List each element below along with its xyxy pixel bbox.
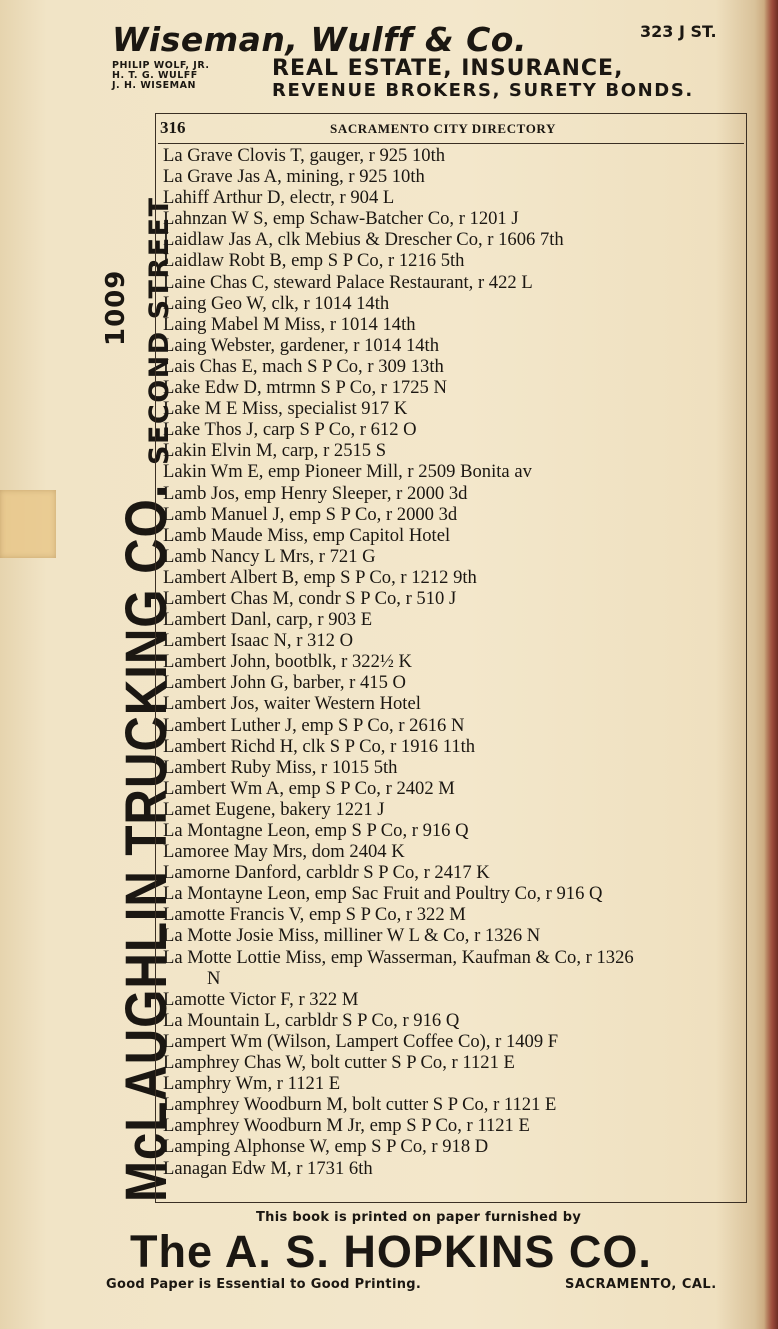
directory-entry: N bbox=[207, 967, 221, 989]
partner-name: PHILIP WOLF, JR. bbox=[112, 60, 210, 71]
footer-brand: The A. S. HOPKINS CO. bbox=[130, 1226, 652, 1277]
directory-entry: Lamb Manuel J, emp S P Co, r 2000 3d bbox=[163, 503, 458, 525]
header-services-line-2: REVENUE BROKERS, SURETY BONDS. bbox=[272, 80, 694, 101]
directory-entry: Lakin Elvin M, carp, r 2515 S bbox=[163, 440, 387, 462]
page-number: 316 bbox=[160, 118, 186, 137]
directory-entries bbox=[163, 145, 748, 1179]
directory-entry: Lake M E Miss, specialist 917 K bbox=[163, 398, 408, 420]
directory-title: SACRAMENTO CITY DIRECTORY bbox=[330, 121, 556, 136]
directory-entry: Lahiff Arthur D, electr, r 904 L bbox=[163, 187, 395, 209]
directory-entry: Lamb Jos, emp Henry Sleeper, r 2000 3d bbox=[163, 482, 468, 504]
directory-entry: Lamphrey Chas W, bolt cutter S P Co, r 1121 E bbox=[163, 1052, 515, 1074]
directory-entry: Lamb Maude Miss, emp Capitol Hotel bbox=[163, 524, 451, 546]
footer-slogan: Good Paper is Essential to Good Printing. bbox=[106, 1277, 422, 1292]
directory-entry: Laing Webster, gardener, r 1014 14th bbox=[163, 334, 440, 356]
directory-entry: La Mountain L, carbldr S P Co, r 916 Q bbox=[163, 1009, 460, 1031]
directory-entry: Lake Thos J, carp S P Co, r 612 O bbox=[163, 419, 417, 441]
directory-entry: Lambert Ruby Miss, r 1015 5th bbox=[163, 756, 398, 778]
directory-entry: Lamoree May Mrs, dom 2404 K bbox=[163, 841, 405, 863]
partner-name: J. H. WISEMAN bbox=[112, 80, 196, 91]
directory-entry: Lamphrey Woodburn M, bolt cutter S P Co, r 1121 E bbox=[163, 1094, 557, 1116]
directory-entry: Lambert Chas M, condr S P Co, r 510 J bbox=[163, 587, 457, 609]
header-partners bbox=[112, 61, 262, 91]
directory-entry: La Grave Jas A, mining, r 925 10th bbox=[163, 166, 425, 188]
directory-entry: Lambert Jos, waiter Western Hotel bbox=[163, 693, 421, 715]
directory-entry: Lamorne Danford, carbldr S P Co, r 2417 K bbox=[163, 862, 490, 884]
side-banner-street: SECOND STREET bbox=[144, 196, 175, 465]
directory-entry: Lampert Wm (Wilson, Lampert Coffee Co), r 1409 F bbox=[163, 1030, 559, 1052]
side-banner-number: 1009 bbox=[101, 269, 131, 346]
directory-entry: La Motte Lottie Miss, emp Wasserman, Kaufman & Co, r 1326 bbox=[163, 946, 634, 968]
header-address: 323 J ST. bbox=[640, 22, 717, 41]
directory-entry: La Motte Josie Miss, milliner W L & Co, r 1326 N bbox=[163, 925, 541, 947]
header-rule bbox=[158, 143, 744, 144]
header-services-line-1: REAL ESTATE, INSURANCE, bbox=[272, 56, 624, 81]
directory-entry: Lahnzan W S, emp Schaw-Batcher Co, r 1201 J bbox=[163, 208, 519, 230]
directory-entry: Lake Edw D, mtrmn S P Co, r 1725 N bbox=[163, 377, 447, 399]
page-edge bbox=[764, 0, 778, 1329]
directory-entry: Lanagan Edw M, r 1731 6th bbox=[163, 1157, 373, 1179]
side-banner-company-text: McLAUGHLIN TRUCKING CO. bbox=[112, 483, 179, 1202]
directory-entry: Lambert Richd H, clk S P Co, r 1916 11th bbox=[163, 735, 476, 757]
directory-entry: Lais Chas E, mach S P Co, r 309 13th bbox=[163, 355, 444, 377]
directory-entry: Lambert John, bootblk, r 322½ K bbox=[163, 651, 412, 673]
directory-entry: Lambert Danl, carp, r 903 E bbox=[163, 609, 373, 631]
directory-entry: Laing Mabel M Miss, r 1014 14th bbox=[163, 313, 416, 335]
directory-entry: Lamphry Wm, r 1121 E bbox=[163, 1073, 341, 1095]
footer-note: This book is printed on paper furnished by bbox=[256, 1210, 582, 1225]
directory-entry: Laidlaw Jas A, clk Mebius & Drescher Co, r 1606 7th bbox=[163, 229, 564, 251]
directory-entry: Lamb Nancy L Mrs, r 721 G bbox=[163, 545, 376, 567]
directory-entry: La Montayne Leon, emp Sac Fruit and Poultry Co, r 916 Q bbox=[163, 883, 603, 905]
directory-entry: Laidlaw Robt B, emp S P Co, r 1216 5th bbox=[163, 250, 465, 272]
directory-entry: Lambert Wm A, emp S P Co, r 2402 M bbox=[163, 777, 455, 799]
directory-entry: Lamotte Victor F, r 322 M bbox=[163, 988, 359, 1010]
directory-entry: Lambert Albert B, emp S P Co, r 1212 9th bbox=[163, 566, 477, 588]
directory-entry: Laine Chas C, steward Palace Restaurant, r 422 L bbox=[163, 271, 533, 293]
footer-city: SACRAMENTO, CAL. bbox=[565, 1277, 717, 1292]
directory-entry: Lamet Eugene, bakery 1221 J bbox=[163, 798, 385, 820]
directory-entry: Lamphrey Woodburn M Jr, emp S P Co, r 1121 E bbox=[163, 1115, 530, 1137]
partner-name: H. T. G. WULFF bbox=[112, 70, 198, 81]
directory-entry: Lambert Luther J, emp S P Co, r 2616 N bbox=[163, 714, 465, 736]
header-company: Wiseman, Wulff & Co. bbox=[112, 20, 528, 59]
directory-entry: La Grave Clovis T, gauger, r 925 10th bbox=[163, 145, 446, 166]
directory-entry: Lamotte Francis V, emp S P Co, r 322 M bbox=[163, 904, 466, 926]
tape-strip bbox=[0, 490, 56, 558]
directory-entry: Lambert Isaac N, r 312 O bbox=[163, 630, 353, 652]
directory-entry: Laing Geo W, clk, r 1014 14th bbox=[163, 292, 390, 314]
directory-entry: La Montagne Leon, emp S P Co, r 916 Q bbox=[163, 820, 469, 841]
directory-entry: Lambert John G, barber, r 415 O bbox=[163, 672, 406, 694]
directory-entry: Lamping Alphonse W, emp S P Co, r 918 D bbox=[163, 1136, 489, 1158]
directory-entry: Lakin Wm E, emp Pioneer Mill, r 2509 Bonita av bbox=[163, 461, 532, 483]
